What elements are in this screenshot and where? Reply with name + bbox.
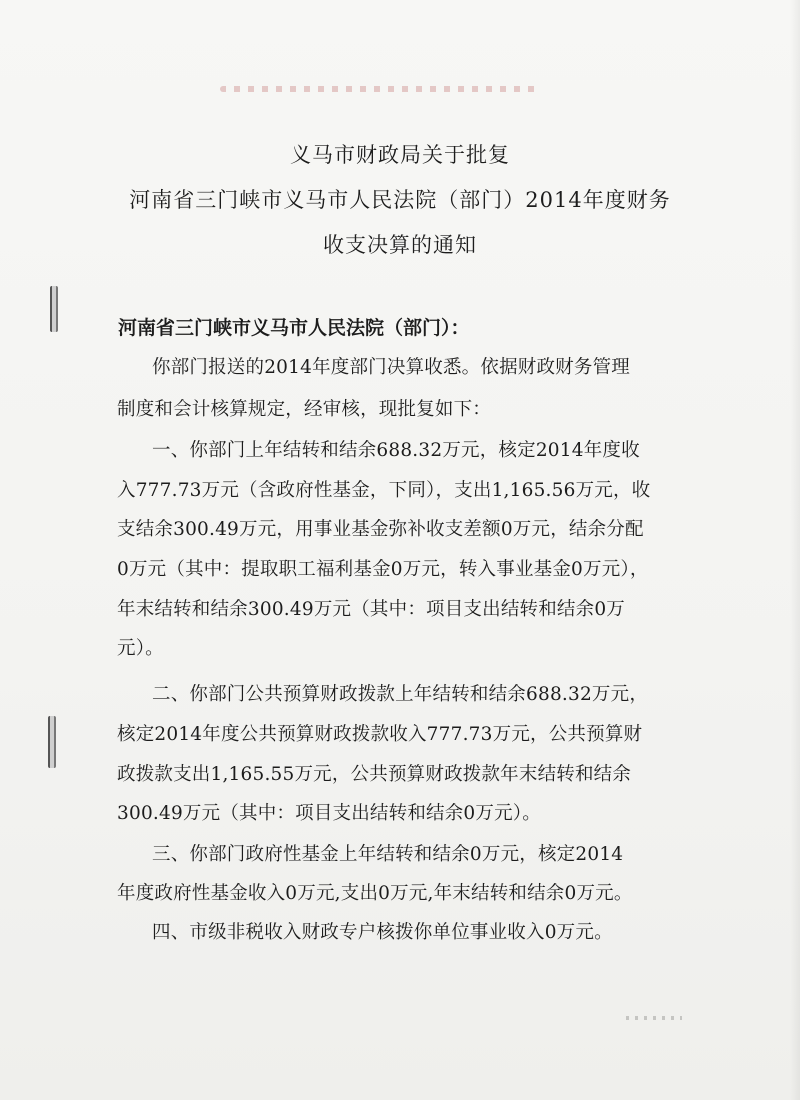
faint-footer-mark [626,1016,682,1020]
body-line: 0万元（其中：提取职工福利基金0万元，转入事业基金0万元）， [117,559,649,580]
body-line: 年度政府性基金收入0万元,支出0万元,年末结转和结余0万元。 [117,883,633,904]
body-line: 政拨款支出1,165.55万元，公共预算财政拨款年末结转和结余 [117,764,632,785]
body-line: 你部门报送的2014年度部门决算收悉。依据财政财务管理 [152,357,630,378]
body-line: 四、市级非税收入财政专户核拨你单位事业收入0万元。 [152,922,613,943]
body-line: 三、你部门政府性基金上年结转和结余0万元，核定2014 [152,844,624,865]
document-title-line-3: 收支决算的通知 [323,233,477,257]
staple-mark [50,286,58,332]
scan-shadow-edge [790,0,800,1100]
body-line: 核定2014年度公共预算财政拨款收入777.73万元，公共预算财 [117,724,643,745]
staple-mark [48,716,56,768]
body-line: 年末结转和结余300.49万元（其中：项目支出结转和结余0万 [117,599,626,620]
faint-stamp-marks [220,86,540,92]
body-line: 300.49万元（其中：项目支出结转和结余0万元）。 [117,803,541,824]
body-line: 元）。 [117,638,164,659]
document-title-line-2: 河南省三门峡市义马市人民法院（部门）2014年度财务 [129,188,671,212]
body-line: 入777.73万元（含政府性基金，下同），支出1,165.56万元，收 [117,480,651,501]
recipient-line: 河南省三门峡市义马市人民法院（部门）： [118,317,470,339]
body-line: 制度和会计核算规定，经审核，现批复如下： [117,399,492,420]
document-title-line-1: 义马市财政局关于批复 [290,143,510,167]
body-line: 一、你部门上年结转和结余688.32万元，核定2014年度收 [152,440,640,461]
body-line: 二、你部门公共预算财政拨款上年结转和结余688.32万元， [152,684,649,705]
body-line: 支结余300.49万元，用事业基金弥补收支差额0万元，结余分配 [117,519,644,540]
